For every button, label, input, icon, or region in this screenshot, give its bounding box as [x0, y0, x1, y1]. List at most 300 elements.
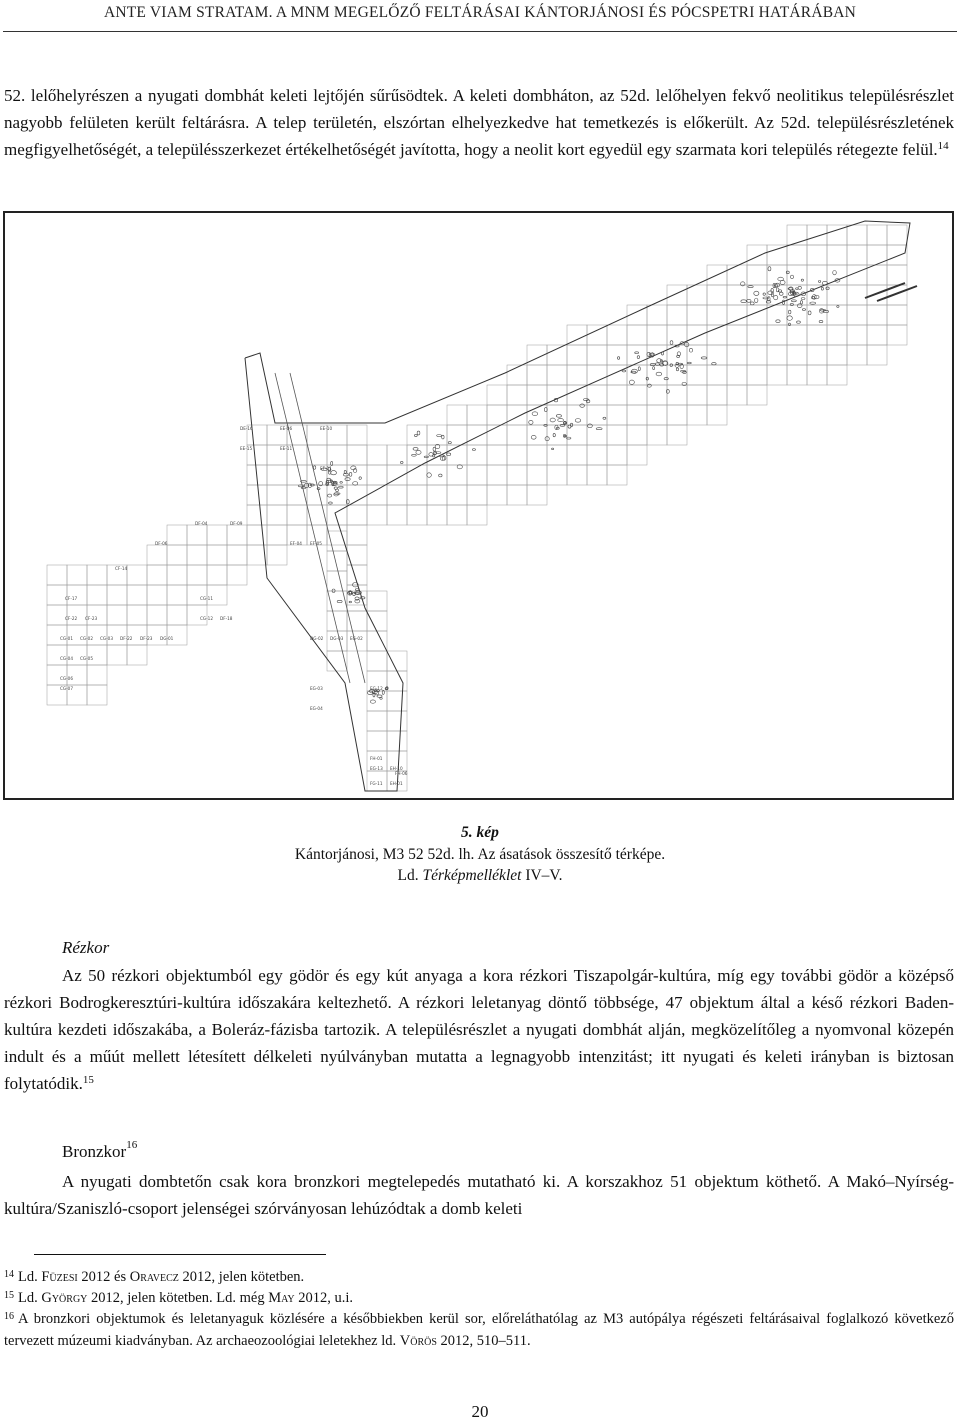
feature-mark: [301, 487, 306, 489]
grid-label: FH-01: [370, 756, 383, 761]
grid-square: [147, 605, 167, 625]
grid-square: [467, 405, 487, 425]
feature-mark: [740, 282, 745, 286]
feature-mark: [750, 302, 754, 305]
grid-square: [807, 365, 827, 385]
feature-mark: [622, 370, 626, 372]
feature-mark: [359, 477, 361, 480]
section-heading-rezkor: Rézkor: [62, 938, 110, 957]
grid-square: [847, 285, 867, 305]
intro-paragraph: [4, 82, 954, 163]
feature-mark: [550, 418, 555, 422]
grid-square: [787, 265, 807, 285]
grid-square: [807, 325, 827, 345]
feature-mark: [560, 424, 565, 426]
feature-mark: [427, 473, 432, 478]
grid-label: FH-06: [395, 771, 408, 776]
grid-square: [547, 365, 567, 385]
grid-square: [727, 285, 747, 305]
grid-square: [887, 305, 907, 325]
grid-square: [167, 585, 187, 605]
footnote-14: [4, 1266, 954, 1288]
grid-square: [847, 345, 867, 365]
feature-mark: [338, 486, 343, 488]
feature-mark: [797, 304, 802, 308]
grid-square: [127, 645, 147, 665]
feature-mark: [657, 359, 662, 363]
footnote-text: 2012 és: [77, 1269, 130, 1285]
feature-mark: [814, 295, 819, 299]
feature-mark: [650, 363, 655, 365]
feature-mark: [424, 456, 428, 458]
grid-square: [767, 265, 787, 285]
grid-square: [507, 485, 527, 505]
feature-mark: [564, 435, 566, 437]
feature-mark: [353, 482, 358, 486]
grid-label: DF-06: [155, 541, 168, 546]
grid-square: [747, 365, 767, 385]
grid-square: [647, 405, 667, 425]
feature-mark: [629, 380, 634, 384]
grid-square: [607, 385, 627, 405]
grid-square: [347, 631, 367, 651]
grid-square: [627, 425, 647, 445]
grid-square: [87, 625, 107, 645]
grid-square: [867, 325, 887, 345]
grid-square: [67, 645, 87, 665]
grid-square: [207, 525, 227, 545]
grid-label: CG-03: [100, 636, 114, 641]
grid-label: CG-07: [60, 686, 74, 691]
grid-square: [627, 345, 647, 365]
rezkor-paragraph: [4, 962, 954, 1097]
grid-square: [547, 425, 567, 445]
grid-square: [587, 325, 607, 345]
grid-label: CG-06: [60, 676, 74, 681]
intro-paragraph-text: 52. lelőhelyrészen a nyugati dombhát keleti lejtőjén sűrűsödtek. A keleti dombháton, az 52d. lelőhelyen fekvő neolitikus településrészlet nagyobb felületen került feltárásra. A telep területén, elszórtan elhelyezkedve hat temetkezés is előkerült. Az 52d. településrészletének megfigyelhetőségét, a településszerkezet értékelhetőségét javította, hogy a neolit kort egyedül egy szarmata kori település rétegezte felül.: [4, 86, 954, 159]
grid-square: [447, 505, 467, 525]
grid-square: [367, 711, 387, 731]
grid-square: [167, 625, 187, 645]
grid-square: [227, 545, 247, 565]
grid-square: [607, 445, 627, 465]
grid-square: [387, 711, 407, 731]
feature-mark: [788, 310, 791, 314]
header-rule: [3, 31, 957, 32]
footnote-author: May: [268, 1290, 295, 1306]
grid-square: [367, 651, 387, 671]
feature-mark: [787, 316, 792, 321]
grid-square: [547, 345, 567, 365]
grid-square: [667, 305, 687, 325]
grid-square: [347, 425, 367, 445]
feature-mark: [774, 295, 778, 299]
grid-square: [447, 445, 467, 465]
grid-square: [687, 385, 707, 405]
grid-square: [127, 585, 147, 605]
grid-square: [327, 571, 347, 591]
feature-mark: [776, 320, 780, 323]
grid-square: [347, 505, 367, 525]
grid-square: [567, 345, 587, 365]
feature-mark: [779, 292, 783, 295]
grid-square: [187, 585, 207, 605]
grid-square: [167, 605, 187, 625]
grid-square: [447, 425, 467, 445]
grid-square: [87, 685, 107, 705]
grid-square: [87, 565, 107, 585]
feature-mark: [575, 419, 581, 423]
grid-square: [387, 505, 407, 525]
grid-square: [727, 305, 747, 325]
footnote-author: Vörös: [399, 1333, 437, 1349]
road-line: [877, 286, 917, 301]
grid-square: [387, 671, 407, 691]
grid-square: [407, 485, 427, 505]
grid-label: DF-22: [120, 636, 133, 641]
grid-square: [167, 525, 187, 545]
feature-mark: [457, 465, 462, 469]
grid-square: [447, 465, 467, 485]
grid-label: FG-11: [370, 781, 383, 786]
grid-square: [607, 345, 627, 365]
grid-label: EF-11: [320, 466, 332, 471]
grid-square: [647, 325, 667, 345]
grid-square: [467, 465, 487, 485]
grid-label: CG-01: [60, 636, 74, 641]
grid-square: [787, 345, 807, 365]
grid-square: [267, 465, 287, 485]
grid-label: CF-14: [115, 566, 128, 571]
grid-square: [487, 465, 507, 485]
feature-mark: [531, 435, 536, 439]
feature-mark: [298, 485, 304, 487]
grid-square: [507, 405, 527, 425]
feature-mark: [755, 298, 758, 302]
grid-square: [347, 525, 367, 545]
feature-mark: [687, 362, 691, 364]
feature-mark: [433, 447, 436, 451]
grid-square: [527, 425, 547, 445]
grid-label: EH-10: [390, 766, 403, 771]
grid-square: [367, 485, 387, 505]
feature-mark: [603, 417, 606, 419]
feature-mark: [747, 299, 751, 302]
feature-mark: [400, 461, 403, 463]
excavation-map-drawing: [5, 213, 952, 798]
grid-label: CF-23: [85, 616, 98, 621]
grid-square: [667, 425, 687, 445]
grid-square: [347, 445, 367, 465]
grid-square: [627, 385, 647, 405]
grid-square: [707, 405, 727, 425]
grid-square: [847, 245, 867, 265]
grid-square: [87, 645, 107, 665]
grid-square: [567, 465, 587, 485]
grid-square: [467, 425, 487, 445]
grid-square: [127, 625, 147, 645]
figure-reference: [0, 866, 960, 886]
grid-square: [747, 265, 767, 285]
grid-square: [247, 485, 267, 505]
grid-square: [67, 625, 87, 645]
grid-square: [207, 585, 227, 605]
grid-square: [807, 225, 827, 245]
grid-square: [47, 605, 67, 625]
grid-square: [827, 325, 847, 345]
feature-mark: [532, 412, 538, 416]
grid-square: [187, 565, 207, 585]
grid-square: [687, 365, 707, 385]
grid-square: [707, 365, 727, 385]
grid-square: [687, 285, 707, 305]
grid-square: [227, 565, 247, 585]
footnote-15: [4, 1287, 954, 1309]
feature-mark: [791, 275, 794, 278]
grid-square: [387, 485, 407, 505]
feature-mark: [791, 300, 796, 302]
grid-label: DF-09: [230, 521, 243, 526]
grid-square: [87, 585, 107, 605]
grid-square: [507, 425, 527, 445]
grid-label: DF-18: [220, 616, 233, 621]
footnote-text: 2012, u.i.: [294, 1290, 354, 1306]
footnote-number: 15: [4, 1290, 14, 1301]
feature-mark: [826, 287, 829, 290]
grid-label: EF-04: [290, 541, 302, 546]
grid-square: [827, 345, 847, 365]
feature-mark: [656, 372, 662, 376]
feature-mark: [349, 472, 352, 476]
grid-square: [227, 525, 247, 545]
footnote-author: Oravecz: [129, 1269, 179, 1285]
grid-square: [207, 545, 227, 565]
grid-label: DF-04: [195, 521, 208, 526]
grid-square: [667, 405, 687, 425]
footnote-text: Ld.: [18, 1290, 42, 1306]
grid-square: [67, 605, 87, 625]
feature-mark: [355, 589, 358, 591]
footnote-ref-16[interactable]: 16: [126, 1139, 138, 1151]
feature-mark: [337, 600, 342, 602]
grid-square: [47, 645, 67, 665]
route-outline: [245, 221, 910, 791]
feature-mark: [556, 415, 561, 418]
grid-square: [807, 265, 827, 285]
grid-square: [107, 605, 127, 625]
grid-square: [787, 225, 807, 245]
feature-mark: [346, 500, 349, 504]
feature-mark: [617, 357, 619, 360]
footnote-author: György: [41, 1290, 88, 1306]
footnote-ref-14[interactable]: 14: [937, 140, 949, 152]
feature-mark: [429, 453, 433, 457]
feature-mark: [355, 597, 359, 600]
grid-square: [187, 545, 207, 565]
grid-square: [467, 445, 487, 465]
feature-mark: [801, 279, 803, 281]
grid-square: [507, 445, 527, 465]
running-header: ANTE VIAM STRATAM. A MNM MEGELŐZŐ FELTÁRÁSAI KÁNTORJÁNOSI ÉS PÓCSPETRI HATÁRÁBAN: [103, 4, 857, 21]
feature-mark: [822, 281, 827, 285]
grid-square: [727, 365, 747, 385]
feature-mark: [788, 323, 790, 326]
grid-square: [527, 465, 547, 485]
grid-square: [567, 385, 587, 405]
grid-square: [147, 565, 167, 585]
feature-mark: [647, 384, 651, 387]
grid-square: [367, 611, 387, 631]
grid-square: [727, 345, 747, 365]
grid-square: [187, 525, 207, 545]
feature-mark: [783, 296, 787, 298]
footnote-number: 14: [4, 1269, 14, 1280]
grid-label: DG-02: [310, 636, 324, 641]
grid-square: [867, 285, 887, 305]
grid-label: CG-12: [200, 616, 214, 621]
grid-label: EE-06: [280, 426, 293, 431]
grid-square: [707, 305, 727, 325]
feature-mark: [808, 311, 811, 315]
section-heading-bronzkor: [62, 1139, 138, 1162]
grid-label: EH-01: [390, 781, 403, 786]
grid-square: [587, 465, 607, 485]
feature-mark: [529, 420, 533, 424]
feature-mark: [380, 697, 382, 699]
figure-reference-suffix: IV–V.: [525, 867, 563, 884]
grid-label: EG-04: [310, 706, 323, 711]
grid-square: [587, 445, 607, 465]
grid-square: [787, 365, 807, 385]
grid-square: [847, 305, 867, 325]
grid-square: [587, 345, 607, 365]
feature-mark: [370, 700, 375, 703]
grid-square: [807, 345, 827, 365]
grid-square: [387, 445, 407, 465]
grid-square: [587, 365, 607, 385]
section-heading-bronzkor-text: Bronzkor: [62, 1142, 127, 1161]
figure-number: 5. kép: [461, 824, 499, 841]
grid-square: [247, 505, 267, 525]
grid-square: [787, 245, 807, 265]
grid-square: [767, 325, 787, 345]
feature-mark: [437, 434, 442, 436]
grid-square: [367, 445, 387, 465]
grid-square: [747, 245, 767, 265]
grid-square: [167, 565, 187, 585]
feature-mark: [349, 601, 351, 603]
grid-square: [427, 485, 447, 505]
grid-label: DF-23: [140, 636, 153, 641]
grid-square: [607, 425, 627, 445]
grid-square: [747, 345, 767, 365]
feature-mark: [689, 348, 692, 352]
feature-mark: [810, 302, 816, 304]
grid-square: [387, 651, 407, 671]
grid-label: CF-22: [65, 616, 78, 621]
feature-mark: [328, 494, 332, 497]
excavation-map: [3, 211, 954, 800]
grid-square: [107, 625, 127, 645]
grid-square: [287, 505, 307, 525]
grid-square: [287, 485, 307, 505]
grid-square: [767, 345, 787, 365]
grid-square: [727, 325, 747, 345]
grid-label: CG-02: [80, 636, 94, 641]
grid-square: [747, 325, 767, 345]
grid-square: [187, 605, 207, 625]
grid-square: [67, 585, 87, 605]
footnote-text: Ld.: [18, 1269, 42, 1285]
feature-mark: [837, 306, 839, 308]
grid-label: EE-15: [240, 446, 253, 451]
feature-mark: [412, 454, 417, 456]
grid-square: [607, 405, 627, 425]
feature-mark: [413, 448, 418, 451]
grid-square: [827, 245, 847, 265]
grid-square: [367, 505, 387, 525]
grid-square: [487, 485, 507, 505]
grid-square: [167, 545, 187, 565]
footnote-rule: [34, 1254, 326, 1255]
grid-square: [527, 445, 547, 465]
grid-square: [567, 325, 587, 345]
feature-mark: [442, 435, 444, 439]
grid-square: [847, 325, 867, 345]
bronzkor-paragraph: A nyugati dombtetőn csak kora bronzkori megtelepedés mutatható ki. A korszakhoz 51 objektum köthető. A Makó–Nyírség-kultúra/Szaniszló-csoport jelenségei szórványosan lehúzódtak a domb keleti: [4, 1172, 954, 1218]
feature-mark: [558, 418, 564, 421]
grid-square: [467, 485, 487, 505]
grid-square: [867, 305, 887, 325]
grid-square: [567, 365, 587, 385]
grid-square: [767, 245, 787, 265]
grid-square: [667, 285, 687, 305]
grid-square: [107, 585, 127, 605]
grid-square: [467, 505, 487, 525]
grid-square: [607, 465, 627, 485]
grid-square: [147, 545, 167, 565]
figure-caption: Kántorjánosi, M3 52 52d. lh. Az ásatások összesítő térképe.: [294, 846, 666, 863]
grid-square: [527, 365, 547, 385]
grid-square: [367, 591, 387, 611]
grid-square: [887, 225, 907, 245]
grid-square: [47, 585, 67, 605]
feature-mark: [334, 493, 340, 495]
grid-square: [87, 665, 107, 685]
feature-mark: [637, 356, 639, 359]
grid-square: [707, 345, 727, 365]
figure-reference-map-supplement[interactable]: Térképmelléklet: [422, 867, 522, 884]
grid-square: [327, 631, 347, 651]
grid-square: [547, 465, 567, 485]
feature-mark: [790, 290, 794, 292]
grid-square: [527, 485, 547, 505]
feature-mark: [800, 301, 802, 304]
grid-square: [867, 265, 887, 285]
footnote-ref-15[interactable]: 15: [82, 1074, 94, 1086]
grid-square: [867, 225, 887, 245]
grid-square: [367, 631, 387, 651]
feature-mark: [414, 434, 417, 436]
feature-mark: [748, 286, 753, 288]
grid-square: [727, 385, 747, 405]
feature-mark: [553, 433, 555, 436]
grid-label: DE-16: [240, 426, 253, 431]
grid-square: [247, 525, 267, 545]
grid-square: [647, 365, 667, 385]
feature-mark: [377, 695, 382, 697]
feature-mark: [417, 431, 420, 435]
